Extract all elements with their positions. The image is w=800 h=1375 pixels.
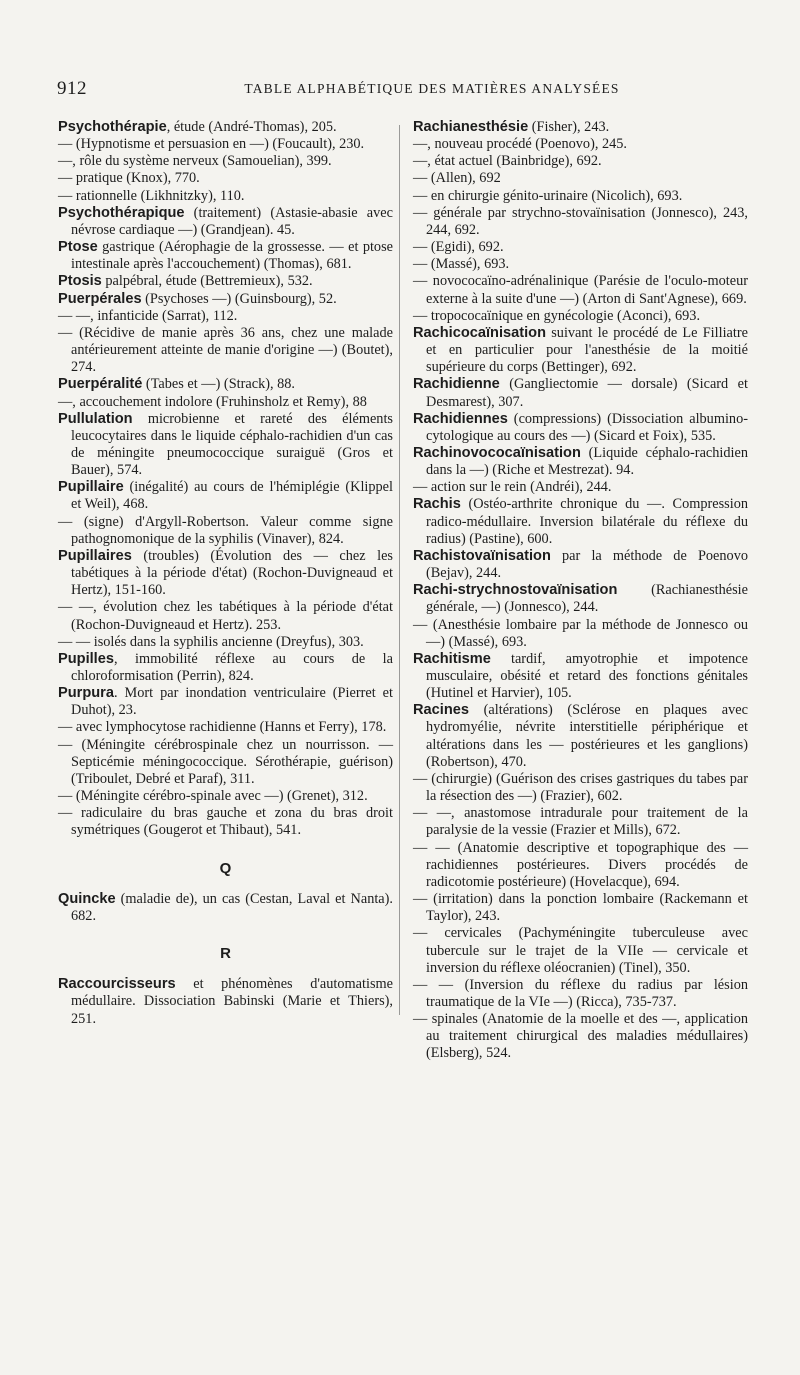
section-letter: R bbox=[220, 945, 231, 963]
index-entry-text: — radiculaire du bras gauche et zona du bras droit symétriques (Gougerot et Thibaut), 541. bbox=[58, 805, 393, 839]
index-column-right bbox=[413, 119, 748, 1063]
index-entry bbox=[413, 617, 748, 651]
index-headword: Rachinovococaïnisation bbox=[413, 444, 581, 461]
index-entry-text: — avec lymphocytose rachidienne (Hanns et Ferry), 178. bbox=[58, 719, 387, 736]
index-entry bbox=[413, 273, 748, 307]
index-entry-text: — (signe) d'Argyll-Robertson. Valeur comme signe pathognomonique de la syphilis (Vinaver), 824. bbox=[58, 513, 393, 547]
index-headword: Rachis bbox=[413, 496, 461, 513]
section-letter: Q bbox=[219, 859, 232, 877]
index-headword: Psychothérapie bbox=[58, 119, 167, 135]
index-entry-text: — —, infanticide (Sarrat), 112. bbox=[58, 307, 238, 324]
index-entry bbox=[413, 136, 748, 153]
index-entry bbox=[58, 514, 393, 548]
index-entry bbox=[58, 651, 393, 685]
index-entry bbox=[413, 840, 748, 891]
index-entry bbox=[58, 188, 393, 205]
index-headword: Racines bbox=[413, 702, 469, 719]
index-headword: Puerpéralité bbox=[58, 376, 143, 393]
index-entry-text: (Rachianesthésie générale, —) (Jonnesco), 244. bbox=[426, 582, 748, 616]
index-entry-text: — (Récidive de manie après 36 ans, chez une malade antérieurement atteinte de manie d'origine —) (Boutet), 274. bbox=[58, 324, 393, 376]
index-entry bbox=[58, 273, 393, 290]
index-entry bbox=[58, 170, 393, 187]
index-entry-text: — (chirurgie) (Guérison des crises gastriques du tabes par la résection des —) (Frazier), 602. bbox=[413, 770, 748, 805]
index-entry bbox=[58, 205, 393, 239]
index-headword: Rachistovaïnisation bbox=[413, 547, 551, 564]
index-entry bbox=[413, 977, 748, 1011]
index-entry bbox=[58, 411, 393, 480]
index-entry-text: — (Hypnotisme et persuasion en —) (Foucault), 230. bbox=[58, 136, 365, 153]
index-entry-text: par la méthode de Poenovo (Bejav), 244. bbox=[426, 547, 748, 582]
index-headword: Pupillaires bbox=[58, 547, 132, 564]
index-headword: Puerpérales bbox=[58, 290, 142, 307]
index-entry-text: et phénomènes d'automatisme médullaire. Dissociation Babinski (Marie et Thiers), 251. bbox=[71, 976, 393, 1027]
index-entry-text: . Mort par inondation ventriculaire (Pierret et Duhot), 23. bbox=[71, 685, 393, 719]
index-entry bbox=[413, 702, 748, 771]
index-entry-text: — rationnelle (Likhnitzky), 110. bbox=[58, 187, 245, 204]
index-entry bbox=[413, 170, 748, 187]
index-entry bbox=[413, 479, 748, 496]
index-entry-text: (Psychoses —) (Guinsbourg), 52. bbox=[141, 290, 337, 307]
index-entry-text: — (Anesthésie lombaire par la méthode de Jonnesco ou —) (Massé), 693. bbox=[413, 616, 748, 650]
index-entry-text: —, rôle du système nerveux (Samouelian), 399. bbox=[58, 153, 332, 170]
index-entry bbox=[413, 153, 748, 170]
index-entry-text: (Liquide céphalo-rachidien dans la —) (Riche et Mestrezat). 94. bbox=[426, 444, 748, 479]
index-headword: Quincke bbox=[58, 890, 116, 907]
index-entry-text: (maladie de), un cas (Cestan, Laval et Nanta). 682. bbox=[71, 890, 393, 924]
index-entry bbox=[413, 411, 748, 445]
index-entry bbox=[58, 394, 393, 411]
index-entry bbox=[413, 891, 748, 925]
index-entry-text: — cervicales (Pachyméningite tuberculeuse avec tubercule sur le trajet de la VIIe — cervicale et inversion du réflexe oléocranien) (Tinel), 350. bbox=[413, 925, 748, 976]
index-entry-text: (compressions) (Dissociation albumino-cytologique au cours des —) (Sicard et Foix), 535. bbox=[426, 410, 748, 444]
index-entry-text: (Ostéo-arthrite chronique du —. Compression radico-médullaire. Inversion bilatérale du réflexe du radius) (Pastine), 600. bbox=[426, 496, 748, 547]
index-entry-text: — en chirurgie génito-urinaire (Nicolich), 693. bbox=[413, 187, 683, 204]
index-entry-text: — (irritation) dans la ponction lombaire (Rackemann et Taylor), 243. bbox=[413, 891, 748, 925]
index-headword: Psychothérapique bbox=[58, 204, 185, 221]
index-entry bbox=[58, 325, 393, 376]
index-entry bbox=[58, 976, 393, 1027]
index-entry bbox=[58, 685, 393, 719]
index-entry bbox=[413, 376, 748, 410]
index-entry-text: — tropococaïnique en gynécologie (Aconci), 693. bbox=[413, 307, 701, 324]
index-entry bbox=[58, 153, 393, 170]
index-entry bbox=[413, 548, 748, 582]
index-entry-text: , étude (André-Thomas), 205. bbox=[166, 119, 337, 135]
index-entry-text: —, accouchement indolore (Fruhinsholz et Remy), 88 bbox=[58, 393, 367, 410]
index-entry-text: (traitement) (Astasie-abasie avec névrose cardiaque —) (Grandjean). 45. bbox=[71, 204, 393, 238]
index-entry bbox=[413, 651, 748, 702]
index-entry bbox=[413, 445, 748, 479]
index-entry bbox=[58, 634, 393, 651]
index-entry-text: — générale par strychno-stovaïnisation (Jonnesco), 243, 244, 692. bbox=[413, 204, 748, 238]
index-entry-text: palpébral, étude (Bettremieux), 532. bbox=[101, 273, 313, 290]
index-entry-text: — action sur le rein (Andréi), 244. bbox=[413, 479, 612, 496]
index-headword: Ptosis bbox=[58, 273, 102, 290]
index-entry-text: —, nouveau procédé (Poenovo), 245. bbox=[413, 136, 627, 153]
index-entry bbox=[413, 805, 748, 839]
index-entry bbox=[58, 788, 393, 805]
index-entry bbox=[58, 376, 393, 393]
index-entry bbox=[413, 308, 748, 325]
index-entry bbox=[58, 291, 393, 308]
index-entry-text: (Tabes et —) (Strack), 88. bbox=[142, 376, 295, 393]
index-entry-text: — spinales (Anatomie de la moelle et des —, application au traitement chirurgical des maladies médullaires) (Elsberg), 524. bbox=[413, 1011, 748, 1062]
index-headword: Rachi-strychnostovaïnisation bbox=[413, 582, 618, 599]
index-entry bbox=[413, 188, 748, 205]
index-headword: Rachidiennes bbox=[413, 410, 508, 427]
index-entry-text: (Gangliectomie — dorsale) (Sicard et Desmarest), 307. bbox=[426, 376, 748, 410]
index-entry-text: gastrique (Aérophagie de la grossesse. — et ptose intestinale après l'accouchement) (Thomas), 681. bbox=[71, 239, 393, 273]
index-entry bbox=[58, 308, 393, 325]
index-entry-text: — — (Inversion du réflexe du radius par lésion traumatique de la VIe —) (Ricca), 735-737. bbox=[413, 976, 748, 1010]
index-entry bbox=[58, 548, 393, 599]
index-entry-text: , immobilité réflexe au cours de la chloroformisation (Perrin), 824. bbox=[71, 650, 393, 684]
index-entry bbox=[413, 582, 748, 616]
index-entry-text: (altérations) (Sclérose en plaques avec hydromyélie, névrite interstitielle périphérique et altérations dans les — postérieures et les ganglions) (Robertson), 470. bbox=[426, 702, 748, 770]
index-entry bbox=[413, 119, 748, 136]
index-entry-text: — —, anastomose intradurale pour traitement de la paralysie de la vessie (Frazier et Mills), 672. bbox=[413, 805, 748, 839]
index-entry bbox=[58, 119, 393, 136]
index-entry-text: — pratique (Knox), 770. bbox=[58, 170, 200, 187]
index-headword: Ptose bbox=[58, 239, 98, 256]
column-divider bbox=[399, 125, 400, 1015]
index-entry-text: — (Méningite cérébrospinale chez un nourrisson. — Septicémie méningococcique. Sérothérapie, guérison) (Triboulet, Debré et Paraf), 311. bbox=[58, 736, 393, 787]
index-entry-text: — (Allen), 692 bbox=[413, 170, 501, 187]
index-entry-text: (troubles) (Évolution des — chez les tabétiques à la période d'état) (Rochon-Duvigneaud et Hertz), 151-160. bbox=[71, 547, 393, 599]
index-entry-text: — —, évolution chez les tabétiques à la période d'état (Rochon-Duvigneaud et Hertz). 253. bbox=[58, 599, 393, 633]
index-entry bbox=[58, 737, 393, 788]
page-number: 912 bbox=[57, 78, 87, 99]
index-entry bbox=[413, 771, 748, 805]
index-entry bbox=[413, 205, 748, 239]
index-entry-text: — novococaïno-adrénalinique (Parésie de l'oculo-moteur externe à la suite d'une —) (Arton di Sant'Agnese), 669. bbox=[413, 273, 748, 307]
index-column-left bbox=[58, 119, 393, 1028]
index-entry-text: — — isolés dans la syphilis ancienne (Dreyfus), 303. bbox=[58, 633, 364, 650]
index-entry bbox=[58, 891, 393, 925]
index-entry-text: microbienne et rareté des éléments leucocytaires dans le liquide céphalo-rachidien d'un cas de méningite pneumococcique suraiguë (Gros et Bauer), 574. bbox=[71, 410, 393, 479]
index-headword: Raccourcisseurs bbox=[58, 976, 176, 993]
index-headword: Pullulation bbox=[58, 410, 133, 427]
index-entry bbox=[58, 136, 393, 153]
index-entry-text: — (Méningite cérébro-spinale avec —) (Grenet), 312. bbox=[58, 788, 368, 805]
index-entry bbox=[58, 599, 393, 633]
index-entry bbox=[413, 325, 748, 376]
index-entry-text: suivant le procédé de Le Filliatre et en particulier pour l'anesthésie de la moitié supérieure du corps (Bettinger), 692. bbox=[426, 324, 748, 376]
index-headword: Purpura bbox=[58, 685, 114, 702]
index-entry bbox=[413, 925, 748, 976]
index-entry bbox=[413, 256, 748, 273]
index-headword: Pupillaire bbox=[58, 479, 124, 496]
index-headword: Rachicocaïnisation bbox=[413, 324, 547, 341]
index-headword: Rachianesthésie bbox=[413, 119, 529, 135]
index-headword: Rachidienne bbox=[413, 376, 500, 393]
running-title: TABLE ALPHABÉTIQUE DES MATIÈRES ANALYSÉES bbox=[244, 81, 620, 96]
index-entry-text: — (Massé), 693. bbox=[413, 256, 510, 273]
index-entry bbox=[58, 805, 393, 839]
index-entry-text: — — (Anatomie descriptive et topographique des — rachidiennes postérieures. Divers procédés de radicotomie postérieure) (Hovelacque), 694. bbox=[413, 839, 748, 890]
index-headword: Pupilles bbox=[58, 650, 114, 667]
index-entry bbox=[58, 239, 393, 273]
index-entry bbox=[413, 239, 748, 256]
index-entry bbox=[413, 496, 748, 547]
index-entry-text: — (Egidi), 692. bbox=[413, 239, 504, 256]
index-entry bbox=[58, 479, 393, 513]
index-headword: Rachitisme bbox=[413, 650, 491, 667]
index-entry bbox=[413, 1011, 748, 1062]
index-entry-text: (Fisher), 243. bbox=[528, 119, 610, 135]
index-entry-text: —, état actuel (Bainbridge), 692. bbox=[413, 153, 602, 170]
index-entry bbox=[58, 719, 393, 736]
index-entry-text: tardif, amyotrophie et impotence musculaire, obésité et retard des fonctions génitales (Hutinel et Harvier), 105. bbox=[426, 650, 748, 702]
page-header bbox=[57, 78, 747, 104]
index-entry-text: (inégalité) au cours de l'hémiplégie (Klippel et Weil), 468. bbox=[71, 479, 393, 513]
